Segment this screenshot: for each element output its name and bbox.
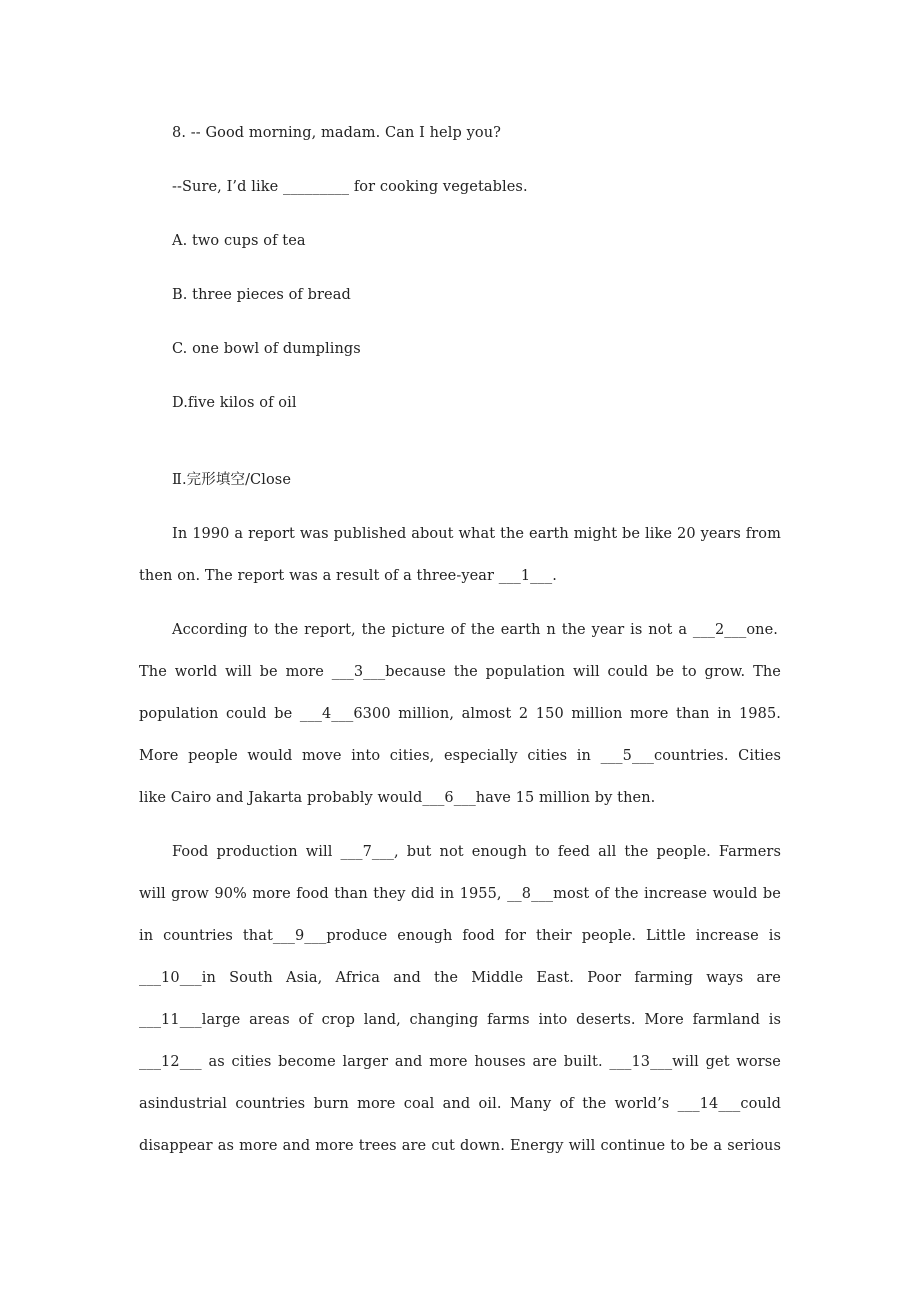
option-c: C. one bowl of dumplings <box>172 341 361 357</box>
paragraph-1-line-1: In 1990 a report was published about what the earth might be like 20 years from <box>172 526 781 542</box>
paragraph-2-line-5: like Cairo and Jakarta probably would___6___have 15 million by then. <box>139 790 656 806</box>
paragraph-3-line-6: ___12___ as cities become larger and more houses are built. ___13___will get worse <box>139 1054 781 1070</box>
section-heading: Ⅱ.完形填空/Close <box>172 472 292 488</box>
option-b: B. three pieces of bread <box>172 287 351 303</box>
paragraph-3-line-4: ___10___in South Asia, Africa and the Middle East. Poor farming ways are <box>139 970 781 986</box>
option-a: A. two cups of tea <box>172 233 306 249</box>
paragraph-3-line-7: asindustrial countries burn more coal and oil. Many of the world’s ___14___could <box>139 1096 781 1112</box>
paragraph-1-line-2: then on. The report was a result of a three-year ___1___. <box>139 568 557 584</box>
paragraph-2-line-2: The world will be more ___3___because the population will could be to grow. The <box>139 664 781 680</box>
paragraph-2-line-4: More people would move into cities, especially cities in ___5___countries. Cities <box>139 748 781 764</box>
paragraph-2-line-1: According to the report, the picture of the earth n the year is not a ___2___one. <box>172 622 778 638</box>
paragraph-3-line-1: Food production will ___7___, but not enough to feed all the people. Farmers <box>172 844 781 860</box>
paragraph-2-line-3: population could be ___4___6300 million, almost 2 150 million more than in 1985. <box>139 706 781 722</box>
question-8-response: --Sure, I’d like _________ for cooking vegetables. <box>172 179 528 195</box>
option-d: D.five kilos of oil <box>172 395 297 411</box>
paragraph-3-line-8: disappear as more and more trees are cut down. Energy will continue to be a serious <box>139 1138 781 1154</box>
paragraph-3-line-2: will grow 90% more food than they did in 1955, __8___most of the increase would be <box>139 886 781 902</box>
paragraph-3-line-3: in countries that___9___produce enough food for their people. Little increase is <box>139 928 781 944</box>
paragraph-3-line-5: ___11___large areas of crop land, changing farms into deserts. More farmland is <box>139 1012 781 1028</box>
question-8-prompt: 8. -- Good morning, madam. Can I help you? <box>172 125 502 141</box>
